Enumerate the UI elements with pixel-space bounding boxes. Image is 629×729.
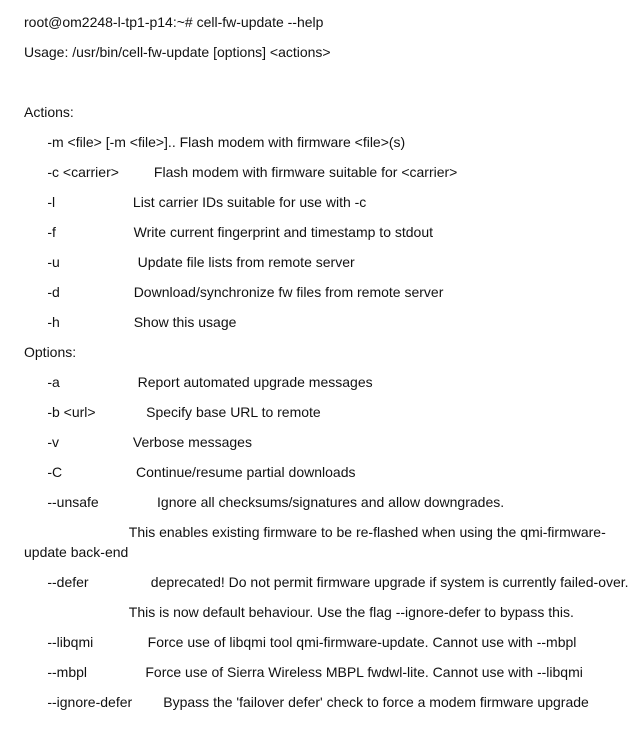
terminal-line: -b <url> Specify base URL to remote bbox=[24, 404, 321, 420]
terminal-line: This enables existing firmware to be re-flashed when using the qmi-firmware- bbox=[24, 524, 606, 540]
terminal-line: --unsafe Ignore all checksums/signatures and allow downgrades. bbox=[24, 494, 505, 510]
terminal-line: -c <carrier> Flash modem with firmware suitable for <carrier> bbox=[24, 164, 458, 180]
terminal-line: Options: bbox=[24, 344, 77, 360]
terminal-line: --defer deprecated! Do not permit firmware upgrade if system is currently failed-over. bbox=[24, 574, 629, 590]
terminal-lines bbox=[24, 12, 627, 712]
terminal-line: -h Show this usage bbox=[24, 314, 237, 330]
terminal-line: Actions: bbox=[24, 104, 74, 120]
terminal-line: -m <file> [-m <file>].. Flash modem with firmware <file>(s) bbox=[24, 134, 406, 150]
terminal-line: -l List carrier IDs suitable for use with -c bbox=[24, 194, 367, 210]
terminal-line: update back-end bbox=[24, 544, 129, 560]
terminal-line bbox=[24, 72, 627, 92]
terminal-line: --libqmi Force use of libqmi tool qmi-firmware-update. Cannot use with --mbpl bbox=[24, 634, 577, 650]
terminal-line: root@om2248-l-tp1-p14:~# cell-fw-update --help bbox=[24, 14, 324, 30]
terminal-line: --mbpl Force use of Sierra Wireless MBPL fwdwl-lite. Cannot use with --libqmi bbox=[24, 664, 583, 680]
terminal-line: -C Continue/resume partial downloads bbox=[24, 464, 356, 480]
terminal-line: -d Download/synchronize fw files from remote server bbox=[24, 284, 444, 300]
terminal-line: Usage: /usr/bin/cell-fw-update [options] <actions> bbox=[24, 44, 331, 60]
terminal-line: -v Verbose messages bbox=[24, 434, 252, 450]
terminal-line: -f Write current fingerprint and timestamp to stdout bbox=[24, 224, 434, 240]
terminal-line: This is now default behaviour. Use the flag --ignore-defer to bypass this. bbox=[24, 604, 574, 620]
terminal-line: -u Update file lists from remote server bbox=[24, 254, 355, 270]
terminal-line: --ignore-defer Bypass the 'failover defer' check to force a modem firmware upgrade bbox=[24, 694, 589, 710]
terminal-line: -a Report automated upgrade messages bbox=[24, 374, 373, 390]
